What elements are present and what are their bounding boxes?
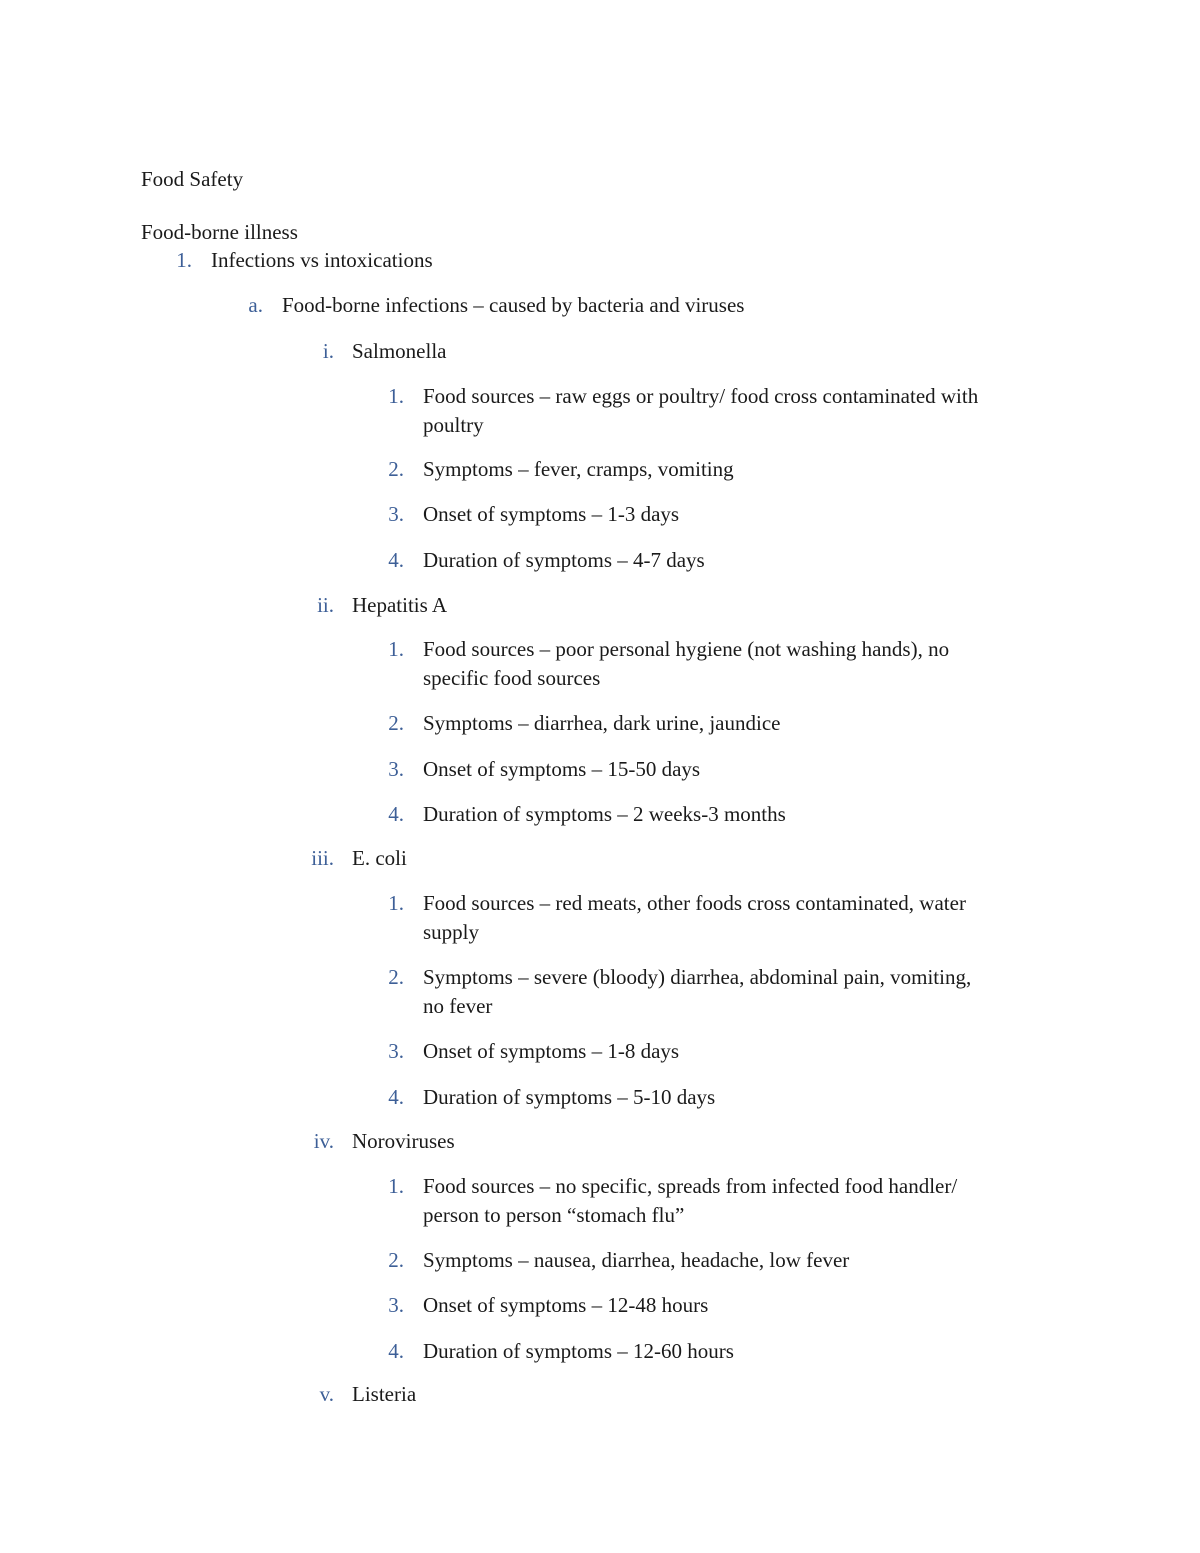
document-title: Food Safety [141,167,244,191]
detail-text-line: specific food sources [423,666,601,690]
pathogen-marker: v. [319,1382,334,1406]
detail-text-line: Food sources – raw eggs or poultry/ food cross contaminated with [423,384,979,408]
detail-text-line: Food sources – red meats, other foods cross contaminated, water [423,891,966,915]
pathogen-marker: i. [322,339,334,363]
detail-text-line: supply [423,920,480,944]
pathogen-name: Listeria [352,1382,417,1406]
detail-marker: 1. [388,1174,404,1198]
detail-text-line: Food sources – no specific, spreads from infected food handler/ [423,1174,958,1198]
detail-text-line: Duration of symptoms – 2 weeks-3 months [423,802,786,826]
pathogen-name: Noroviruses [352,1129,455,1153]
detail-text-line: poultry [423,413,484,437]
detail-text-line: Symptoms – diarrhea, dark urine, jaundice [423,711,781,735]
detail-text-line: Symptoms – severe (bloody) diarrhea, abdominal pain, vomiting, [423,965,972,989]
detail-marker: 2. [388,1248,404,1272]
pathogen-marker: iv. [313,1129,334,1153]
pathogen-name: Salmonella [352,339,447,363]
pathogen-name: E. coli [352,846,407,870]
detail-marker: 4. [388,1339,404,1363]
detail-text-line: Symptoms – nausea, diarrhea, headache, low fever [423,1248,850,1272]
detail-marker: 3. [388,1293,404,1317]
detail-marker: 3. [388,757,404,781]
detail-marker: 2. [388,965,404,989]
detail-marker: 4. [388,802,404,826]
detail-text-line: Symptoms – fever, cramps, vomiting [423,457,734,481]
detail-marker: 1. [388,891,404,915]
detail-text-line: Duration of symptoms – 5-10 days [423,1085,716,1109]
detail-marker: 1. [388,637,404,661]
detail-text-line: Onset of symptoms – 1-3 days [423,502,680,526]
pathogen-name: Hepatitis A [352,593,448,617]
level2-marker: a. [248,293,263,317]
detail-text-line: Onset of symptoms – 1-8 days [423,1039,680,1063]
detail-marker: 4. [388,1085,404,1109]
detail-marker: 2. [388,711,404,735]
detail-marker: 2. [388,457,404,481]
detail-marker: 4. [388,548,404,572]
level2-text: Food-borne infections – caused by bacteria and viruses [282,293,745,317]
detail-text-line: Onset of symptoms – 12-48 hours [423,1293,709,1317]
detail-text-line: Duration of symptoms – 12-60 hours [423,1339,734,1363]
section-heading: Food-borne illness [141,220,298,244]
level1-marker: 1. [176,248,192,272]
detail-marker: 3. [388,1039,404,1063]
level1-text: Infections vs intoxications [211,248,433,272]
detail-marker: 3. [388,502,404,526]
detail-text-line: Onset of symptoms – 15-50 days [423,757,701,781]
detail-text-line: Food sources – poor personal hygiene (not washing hands), no [423,637,950,661]
detail-text-line: person to person “stomach flu” [423,1203,685,1227]
detail-text-line: no fever [423,994,493,1018]
detail-marker: 1. [388,384,404,408]
detail-text-line: Duration of symptoms – 4-7 days [423,548,705,572]
pathogen-marker: ii. [317,593,334,617]
pathogen-marker: iii. [311,846,334,870]
